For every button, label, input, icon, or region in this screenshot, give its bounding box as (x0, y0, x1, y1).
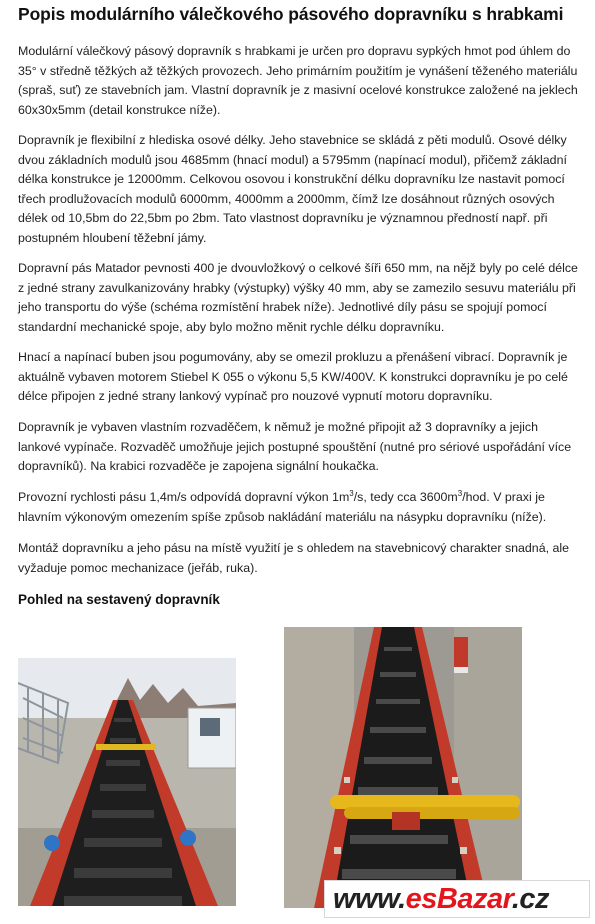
document-title: Popis modulárního válečkového pásového dopravníku s hrabkami (18, 4, 564, 24)
paragraph-intro: Modulární válečkový pásový dopravník s hrabkami je určen pro dopravu sypkých hmot pod úhlem do 35° v středně těžkých až těžkých provozech. Jeho primárním použitím je vynášení těženého materiálu (spraš, suť) ze stavebních jam. Vlastní dopravník je z masivní ocelové konstrukce založené na jeklech 60x30x5mm (detail konstrukce níže). (18, 44, 578, 117)
conveyor-photo-outdoor (18, 658, 236, 906)
paragraph-modules: Dopravník je flexibilní z hlediska osové délky. Jeho stavebnice se skládá z pěti modulů. Osové délky dvou základních modulů jsou 4685mm (hnací modul) a 5795mm (napínací modul), přičemž základní délka konstrukce je 12000mm. Celkovou osovou i konstrukční délku dopravníku lze nastavit pomocí třech prodlužovacích modulů 6000mm, 4000mm a 2000mm, čímž lze dosáhnout různých osových délek od 10,5bm do 22,5bm po 2bm. Tato vlastnost dopravníku je významnou předností např. při postupném hloubení těžební jámy. (18, 133, 567, 245)
section-heading: Pohled na sestavený dopravník (18, 592, 220, 607)
paragraph-drums: Hnací a napínací buben jsou pogumovány, aby se omezil prokluzu a přenášení vibrací. Dopravník je aktuálně vybaven motorem Stiebel K 055 o výkonu 5,5 KW/400V. K konstrukci dopravníku je po celé délce připojen z jedné strany lankový vypínač pro nouzové vypnutí motoru dopravníku. (18, 350, 568, 403)
paragraph-belt: Dopravní pás Matador pevnosti 400 je dvouvložkový o celkové šíři 650 mm, na nějž byly po celé délce z jedné strany zavulkanizovány hrabky (výstupky) výšky 40 mm, aby se zamezilo sesuvu materiálu při jeho transportu do výše (schéma rozmístění hrabek níže). Jednotlivé díly pásu se spojují pomocí standardní mechanické spoje, aby bylo možno měnit rychle délku dopravníku. (18, 261, 578, 334)
paragraph-switchboard: Dopravník je vybaven vlastním rozvaděčem, k němuž je možné připojit až 3 dopravníky a jejich lankové vypínače. Rozvaděč umožňuje jejich postupné spouštění (nutné pro sériové uspořádání více dopravníků). Na krabici rozvaděče je zapojena signální houkačka. (18, 420, 572, 473)
esbazar-logo: www.esBazar.cz (333, 883, 549, 915)
paragraph-performance: Provozní rychlosti pásu 1,4m/s odpovídá dopravní výkon $1m^3/s$, tedy cca $3600m^3$/hod. V praxi je hlavním výkonovým omezením spíše způsob nakládání materiálu na násypku dopravníku (níže). (18, 488, 547, 524)
esbazar-watermark (324, 880, 590, 918)
paragraph-assembly: Montáž dopravníku a jeho pásu na místě využití je s ohledem na stavebnicový charakter snadná, ale vyžaduje pomoc mechanizace (jeřáb, ruka). (18, 541, 570, 575)
conveyor-photo-belt (284, 627, 522, 908)
